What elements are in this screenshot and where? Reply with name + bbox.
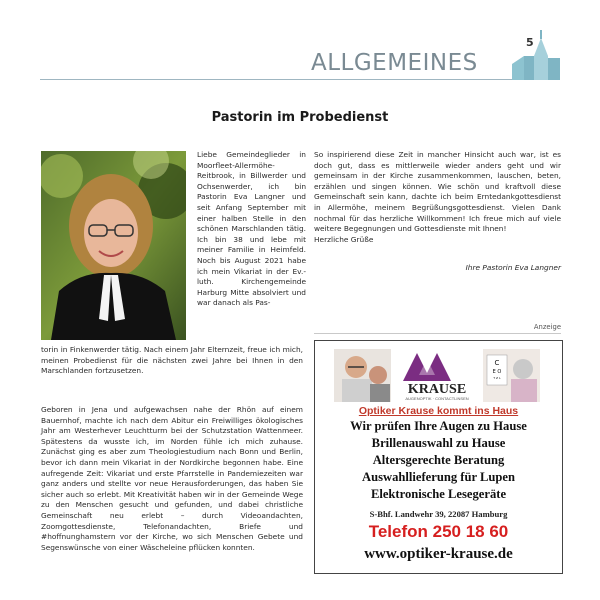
svg-text:T Z L: T Z L (493, 376, 501, 380)
ad-service-line: Wir prüfen Ihre Augen zu Hause (350, 419, 527, 433)
article-text-beside-photo: Liebe Gemeindeglieder in Moorfleet-Allermöhe-Reitbrook, in Billwerder und Ochsenwerder, ich bin Pastorin Eva Langner und seit Anfang September mit einer halben Stelle in den schönen Marschlanden tätig. Ich bin 38 und lebe mit meiner Familie in Heimfeld. Noch bis August 2021 habe ich mein Vikariat in der Ev.-luth. Kirchengemeinde Harburg Mitte absolviert und war danach als Pas- (197, 150, 306, 308)
church-tower-icon (510, 28, 562, 80)
logo-subtext: AUGENOPTIK · CONTACTLINSEN (405, 396, 469, 401)
eye-exam-photo (334, 349, 391, 402)
ad-service-line: Elektronische Lesegeräte (370, 487, 507, 501)
ad-website-link[interactable]: www.optiker-krause.de (364, 546, 513, 562)
ad-headline: Optiker Krause kommt ins Haus (358, 405, 519, 417)
header-rule (40, 79, 517, 80)
advertisement[interactable] (314, 340, 563, 574)
section-title: ALLGEMEINES (311, 50, 478, 76)
signature: Ihre Pastorin Eva Langner (465, 263, 561, 272)
article-text-under-photo: torin in Finkenwerder tätig. Nach einem Jahr Elternzeit, freue ich mich, meinen Probedienst für die nächsten zwei Jahre bei Ihnen in den Marschlanden fortzusetzen. (41, 345, 303, 376)
ad-phone[interactable]: Telefon 250 18 60 (368, 522, 509, 541)
portrait-photo (41, 151, 186, 340)
article-paragraph-2: Geboren in Jena und aufgewachsen nahe der Rhön auf einem Bauernhof, machte ich nach dem Abitur ein Freiwilliges ökologisches Jahr am Westerhever Leuchtturm bei der Schutzstation Wattenmeer. Spätestens da wusste ich, im Norden fühle ich mich zuhause. Zunächst ging es aber zum Theologiestudium nach Bonn und Berlin, bevor ich dann mein Vikariat in der Nordkirche begonnen habe. Eine aufregende Zeit: Vikariat und erste Pfarrstelle in Pandemiezeiten war ganz anders und stellte vor neue Herausforderungen, das haben Sie sicher auch so erlebt. Mit Kreativität haben wir in der Gemeinde Wege zu den Menschen gesucht und gefunden, und dabei christliche Gemeinschaft neu erlebt – durch Videoandachten, Zoomgottesdienste, Telefonandachten, Briefe und #hoffnunghamstern vor der Kirche, wo sich Menschen Gebete und Segenswünsche von einer Wäscheleine pflücken konnten. (41, 405, 303, 552)
article-headline: Pastorin im Probedienst (211, 110, 389, 125)
article-text-right-column: So inspirierend diese Zeit in mancher Hinsicht auch war, ist es doch gut, dass es mittlerweile wieder anders geht und wir gemeinsam in der Kirche zusammenkommen, lauschen, beten, erzählen und singen können. Wie schön und kraftvoll diese Gemeinschaft sein kann, dachte ich beim Erntedankgottesdienst in Allermöhe, meinem Begrüßungsgottesdienst. Vielen Dank nochmal für das herzliche Willkommen! Ich freue mich auf viele weitere Begegnungen und Gottesdienste mit Ihnen! Herzliche Grüße (314, 150, 561, 244)
eye-chart-photo (483, 349, 540, 402)
logo-text: KRAUSE (407, 382, 467, 397)
ad-service-line: Altersgerechte Beratung (372, 453, 505, 467)
krause-logo (397, 351, 477, 401)
ad-address: S-Bhf. Landwehr 39, 22087 Hamburg (369, 509, 508, 519)
ad-label: Anzeige (533, 323, 561, 331)
page-number: 5 (526, 36, 534, 49)
svg-text:E O: E O (492, 369, 502, 375)
svg-text:C: C (494, 359, 500, 367)
ad-service-line: Brillenauswahl zu Hause (371, 436, 506, 450)
ad-service-line: Auswahllieferung für Lupen (361, 470, 516, 484)
ad-divider (314, 333, 561, 334)
